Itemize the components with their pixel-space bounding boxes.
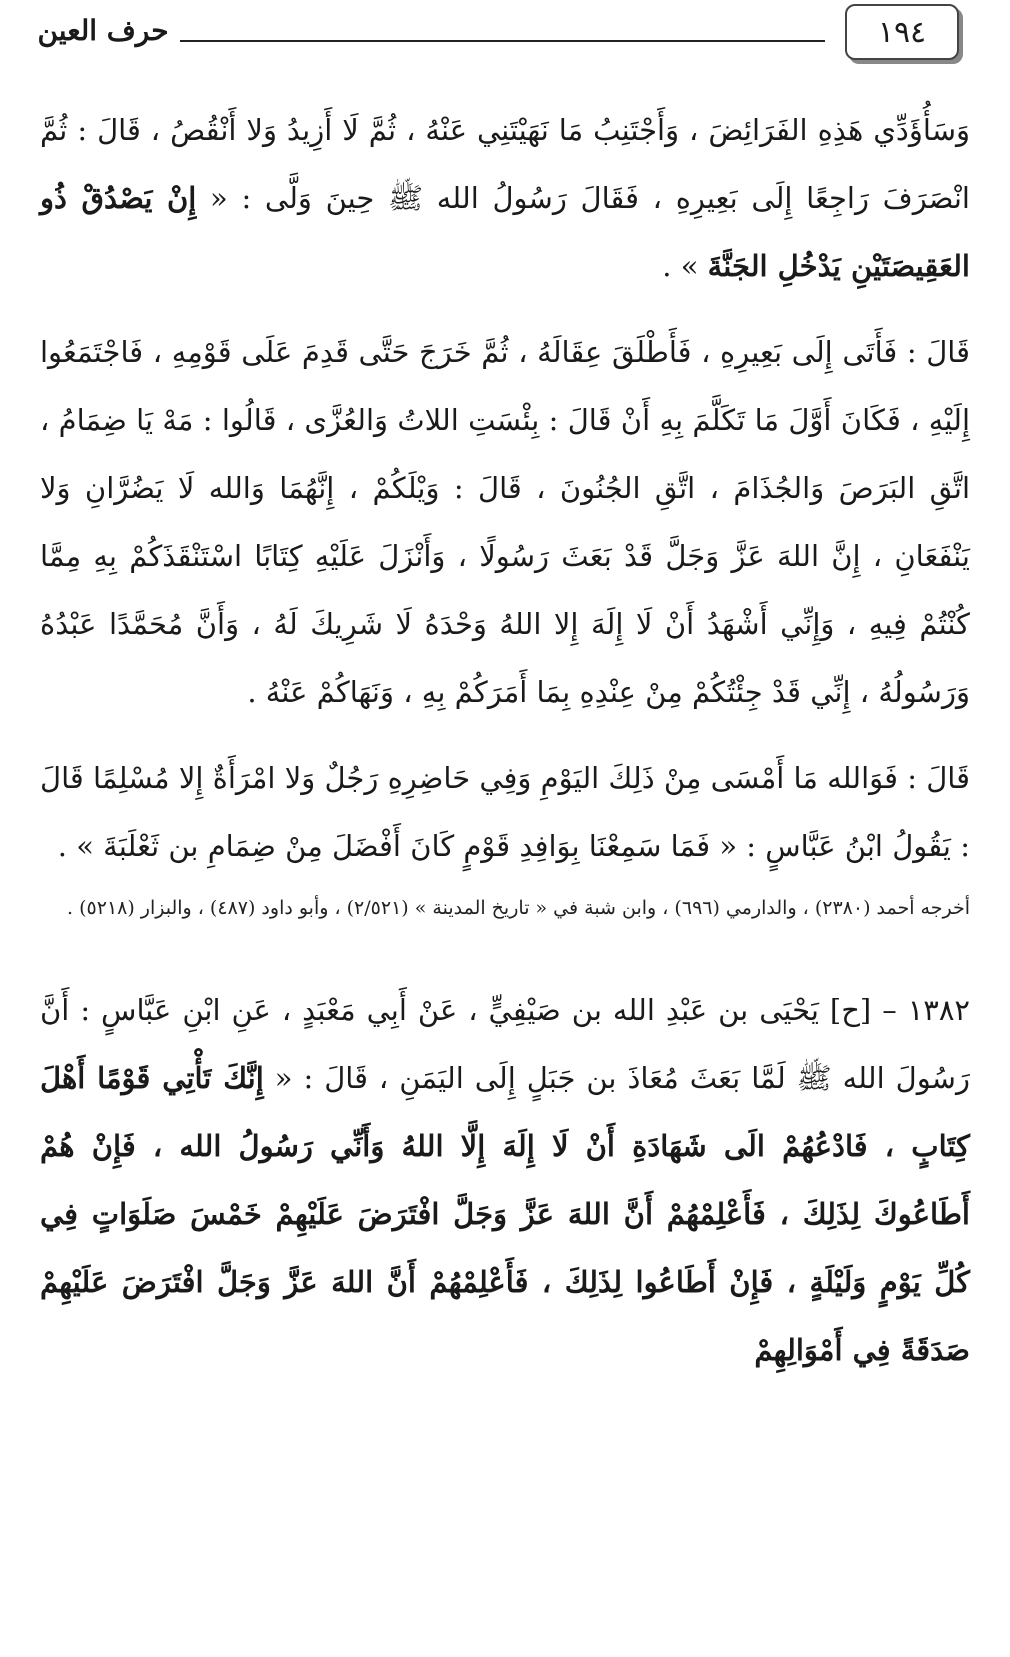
paragraph-1: [40, 96, 970, 300]
page-body: [40, 96, 970, 1384]
header-rule: [180, 40, 825, 42]
hadith-quote-bold: إِنْ يَصْدُقْ ذُو العَقِيصَتَيْنِ يَدْخُلِ الجَنَّةَ: [40, 181, 970, 283]
footnote: أخرجه أحمد (٢٣٨٠) ، والدارمي (٦٩٦) ، وابن شبة في « تاريخ المدينة » (٢/٥٢١) ، وأبو داود (٤٨٧) ، والبزار (٥٢١٨) .: [67, 897, 970, 919]
paragraph-3: قَالَ : فَوَالله مَا أَمْسَى مِنْ ذَلِكَ اليَوْمِ وَفِي حَاضِرِهِ رَجُلٌ وَلا امْرَأَةٌ إِلا مُسْلِمًا قَالَ : يَقُولُ ابْنُ عَبَّاسٍ : « فَمَا سَمِعْنَا بِوَافِدِ قَوْمٍ كَانَ أَفْضَلَ مِنْ ضِمَامِ بن ثَعْلَبَةَ » .: [40, 761, 970, 863]
hadith-entry-1382: [40, 976, 970, 1384]
paragraph-1-text: وَسَأُؤَدِّي هَذِهِ الفَرَائِضَ ، وَأَجْتَنِبُ مَا نَهَيْتَنِي عَنْهُ ، ثُمَّ لَا أَزِيدُ وَلا أَنْقُصُ ، قَالَ : ثُمَّ انْصَرَفَ رَاجِعًا إِلَى بَعِيرِهِ ، فَقَالَ رَسُولُ الله ﷺ حِينَ وَلَّى : «: [40, 113, 970, 215]
paragraph-1-tail: » .: [662, 249, 708, 283]
page-header: [0, 0, 1010, 80]
page-number: ١٩٤: [845, 4, 959, 60]
entry-quote-bold: إِنَّكَ تَأْتِي قَوْمًا أَهْلَ كِتَابٍ ، فَادْعُهُمْ الَى شَهَادَةِ أَنْ لَا إِلَهَ إِلَّا اللهُ وَأَنِّي رَسُولُ الله ، فَإِنْ هُمْ أَطَاعُوكَ لِذَلِكَ ، فَأَعْلِمْهُمْ أَنَّ اللهَ عَزَّ وَجَلَّ افْتَرَضَ عَلَيْهِمْ خَمْسَ صَلَوَاتٍ فِي كُلِّ يَوْمٍ وَلَيْلَةٍ ، فَإِنْ أَطَاعُوا لِذَلِكَ ، فَأَعْلِمْهُمْ أَنَّ اللهَ عَزَّ وَجَلَّ افْتَرَضَ عَلَيْهِمْ صَدَقَةً فِي أَمْوَالِهِمْ: [40, 1061, 970, 1367]
chapter-title: حرف العين: [37, 14, 169, 47]
paragraph-2: قَالَ : فَأَتَى إِلَى بَعِيرِهِ ، فَأَطْلَقَ عِقَالَهُ ، ثُمَّ خَرَجَ حَتَّى قَدِمَ عَلَى قَوْمِهِ ، فَاجْتَمَعُوا إِلَيْهِ ، فَكَانَ أَوَّلَ مَا تَكَلَّمَ بِهِ أَنْ قَالَ : بِئْسَتِ اللاتُ وَالعُزَّى ، قَالُوا : مَهْ يَا ضِمَامُ ، اتَّقِ البَرَصَ وَالجُذَامَ ، اتَّقِ الجُنُونَ ، قَالَ : وَيْلَكُمْ ، إِنَّهُمَا وَالله لَا يَضُرَّانِ وَلا يَنْفَعَانِ ، إِنَّ اللهَ عَزَّ وَجَلَّ قَدْ بَعَثَ رَسُولًا ، وَأَنْزَلَ عَلَيْهِ كِتَابًا اسْتَنْقَذَكُمْ بِهِ مِمَّا كُنْتُمْ فِيهِ ، وَإِنِّي أَشْهَدُ أَنْ لَا إِلَهَ إِلا اللهُ وَحْدَهُ لَا شَرِيكَ لَهُ ، وَأَنَّ مُحَمَّدًا عَبْدُهُ وَرَسُولُهُ ، إِنِّي قَدْ جِئْتُكُمْ مِنْ عِنْدِهِ بِمَا أَمَرَكُمْ بِهِ ، وَنَهَاكُمْ عَنْهُ .: [40, 335, 970, 709]
entry-intro: ١٣٨٢ – [ح] يَحْيَى بن عَبْدِ الله بن صَيْفِيٍّ ، عَنْ أَبِي مَعْبَدٍ ، عَنِ ابْنِ عَبَّاسٍ : أَنَّ رَسُولَ الله ﷺ لَمَّا بَعَثَ مُعَاذَ بن جَبَلٍ إِلَى اليَمَنِ ، قَالَ : «: [40, 993, 970, 1095]
